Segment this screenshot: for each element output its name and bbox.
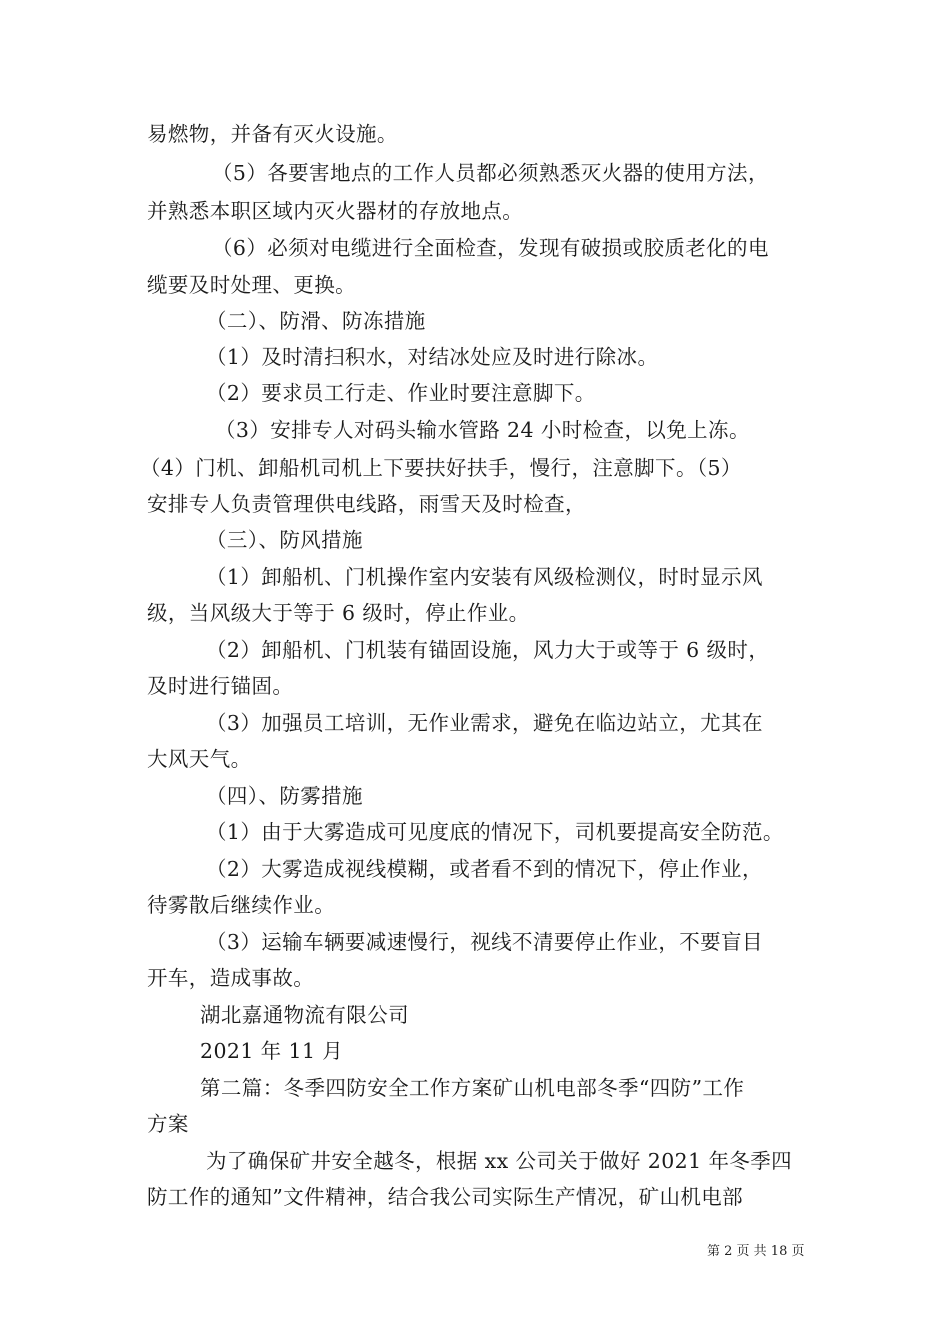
section-heading: （三）、防风措施 bbox=[206, 528, 363, 552]
chapter-title-cont: 方案 bbox=[147, 1112, 189, 1136]
text-line: 并熟悉本职区域内灭火器材的存放地点。 bbox=[147, 199, 524, 223]
document-date: 2021 年 11 月 bbox=[200, 1039, 344, 1063]
text-line: 易燃物，并备有灭火设施。 bbox=[147, 122, 398, 146]
chapter-title: 第二篇：冬季四防安全工作方案矿山机电部冬季“四防”工作 bbox=[200, 1076, 745, 1100]
text-line: 缆要及时处理、更换。 bbox=[147, 273, 356, 297]
text-line: （1）及时清扫积水，对结冰处应及时进行除冰。 bbox=[206, 345, 659, 369]
text-line: 级，当风级大于等于 6 级时，停止作业。 bbox=[147, 601, 530, 625]
page-number: 第 2 页 共 18 页 bbox=[707, 1244, 805, 1259]
text-line: 待雾散后继续作业。 bbox=[147, 893, 336, 917]
text-line: （1）卸船机、门机操作室内安装有风级检测仪，时时显示风 bbox=[206, 565, 763, 589]
text-line: （6）必须对电缆进行全面检查，发现有破损或胶质老化的电 bbox=[212, 236, 769, 260]
text-line: 开车，造成事故。 bbox=[147, 966, 315, 990]
text-line: （1）由于大雾造成可见度底的情况下，司机要提高安全防范。 bbox=[206, 820, 784, 844]
section-heading: （二）、防滑、防冻措施 bbox=[206, 309, 426, 333]
text-line: （3）运输车辆要减速慢行，视线不清要停止作业，不要盲目 bbox=[206, 930, 763, 954]
text-line: （5）各要害地点的工作人员都必须熟悉灭火器的使用方法， bbox=[212, 161, 769, 185]
text-line: （3）安排专人对码头输水管路 24 小时检查，以免上冻。 bbox=[215, 418, 750, 442]
text-line: 防工作的通知”文件精神，结合我公司实际生产情况，矿山机电部 bbox=[147, 1185, 744, 1209]
company-name: 湖北嘉通物流有限公司 bbox=[200, 1003, 409, 1027]
text-line: （2）卸船机、门机装有锚固设施，风力大于或等于 6 级时， bbox=[206, 638, 770, 662]
text-line: （2）大雾造成视线模糊，或者看不到的情况下，停止作业， bbox=[206, 857, 763, 881]
text-line: （4）门机、卸船机司机上下要扶好扶手，慢行，注意脚下。（5） bbox=[140, 456, 742, 480]
text-line: （3）加强员工培训，无作业需求，避免在临边站立，尤其在 bbox=[206, 711, 763, 735]
text-line: 大风天气。 bbox=[147, 747, 252, 771]
text-line: （2）要求员工行走、作业时要注意脚下。 bbox=[206, 381, 596, 405]
text-line: 及时进行锚固。 bbox=[147, 674, 294, 698]
section-heading: （四）、防雾措施 bbox=[206, 784, 363, 808]
text-line: 为了确保矿井安全越冬，根据 xx 公司关于做好 2021 年冬季四 bbox=[206, 1149, 793, 1173]
text-line: 安排专人负责管理供电线路，雨雪天及时检查， bbox=[147, 492, 586, 516]
